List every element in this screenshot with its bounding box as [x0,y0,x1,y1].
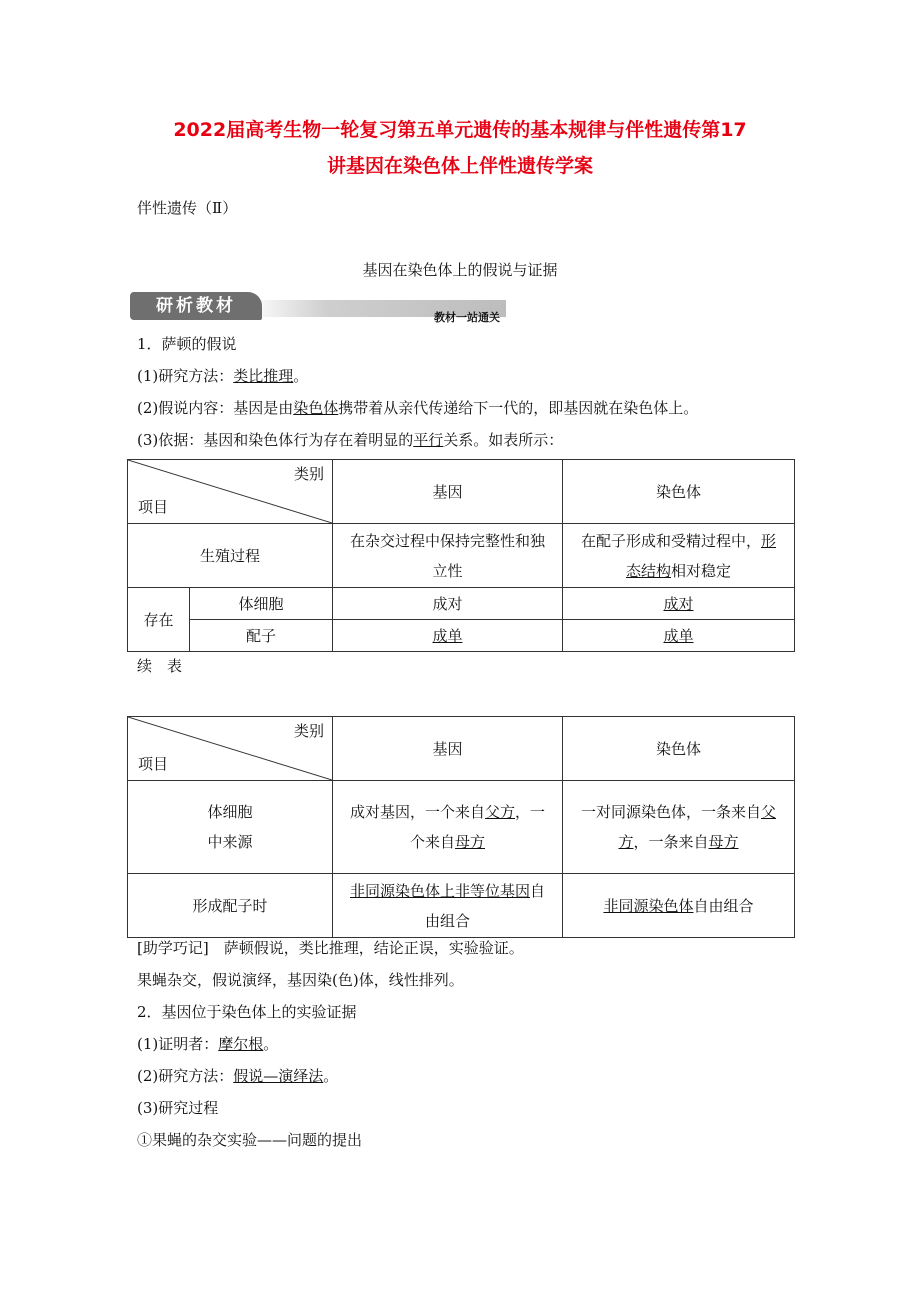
row-label: 体细胞 中来源 [128,781,333,874]
p1-content: (2)假说内容：基因是由染色体携带着从亲代传递给下一代的，即基因就在染色体上。 [137,399,699,417]
corner-cell: 类别 项目 [128,460,333,524]
table-row [128,588,795,620]
cell: 成对基因，一个来自父方，一 个来自母方 [333,781,563,874]
answer-hypothetico-deductive: 假说—演绎法 [233,1067,324,1085]
table-row [128,781,795,874]
header-gene: 基因 [333,717,563,781]
p1-basis: (3)依据：基因和染色体行为存在着明显的平行关系。如表所示： [137,431,564,449]
cell: 一对同源染色体，一条来自父 方，一条来自母方 [563,781,795,874]
section-banner [130,292,506,322]
title-line-2: 讲基因在染色体上伴性遗传学案 [326,155,593,177]
corner-cell: 类别 项目 [128,717,333,781]
p2-heading: 2．基因位于染色体上的实验证据 [137,1003,357,1021]
p2-process: (3)研究过程 [137,1099,219,1117]
comparison-table-1 [127,459,795,652]
banner-sub-label: 教材一站通关 [434,311,500,324]
memory-tip-line-2: 果蝇杂交，假说演绎，基因染(色)体，线性排列。 [137,971,464,989]
answer-chromosome: 染色体 [293,399,339,417]
banner-bar [248,300,506,324]
p1-heading: 1．萨顿的假说 [137,335,237,353]
cell: 成对 [333,588,563,620]
table-row [128,874,795,938]
table-row [128,460,795,524]
memory-tip-line-1: [助学巧记] 萨顿假说，类比推理，结论正误，实验验证。 [137,939,524,957]
banner-tab: 研析教材 [130,292,262,320]
table-row [128,717,795,781]
header-gene: 基因 [333,460,563,524]
continued-label: 续 表 [137,657,183,675]
header-chromosome: 染色体 [563,460,795,524]
table-row [128,620,795,652]
title-line-1: 2022届高考生物一轮复习第五单元遗传的基本规律与伴性遗传第17 [173,119,747,141]
answer-parallel: 平行 [413,431,444,449]
row-label: 体细胞 [190,588,333,620]
document-title [0,112,920,184]
row-group-label: 存在 [128,588,190,652]
row-label: 形成配子时 [128,874,333,938]
subtitle: 伴性遗传（Ⅱ） [137,199,238,217]
cell: 在杂交过程中保持完整性和独 立性 [333,524,563,588]
table-row [128,524,795,588]
row-label: 配子 [190,620,333,652]
comparison-table-2 [127,716,795,938]
header-chromosome: 染色体 [563,717,795,781]
cell: 成单 [563,620,795,652]
cell: 成单 [333,620,563,652]
answer-analogy: 类比推理 [233,367,294,385]
cell: 在配子形成和受精过程中，形 态结构相对稳定 [563,524,795,588]
p2-method: (2)研究方法：假说—演绎法。 [137,1067,339,1085]
section-heading: 基因在染色体上的假说与证据 [362,261,558,279]
p2-prover: (1)证明者：摩尔根。 [137,1035,279,1053]
cell: 非同源染色体自由组合 [563,874,795,938]
row-label: 生殖过程 [128,524,333,588]
cell: 非同源染色体上非等位基因自 由组合 [333,874,563,938]
p1-method: (1)研究方法：类比推理。 [137,367,309,385]
p2-step-1: ①果蝇的杂交实验——问题的提出 [137,1131,363,1149]
answer-morgan: 摩尔根 [218,1035,264,1053]
cell: 成对 [563,588,795,620]
